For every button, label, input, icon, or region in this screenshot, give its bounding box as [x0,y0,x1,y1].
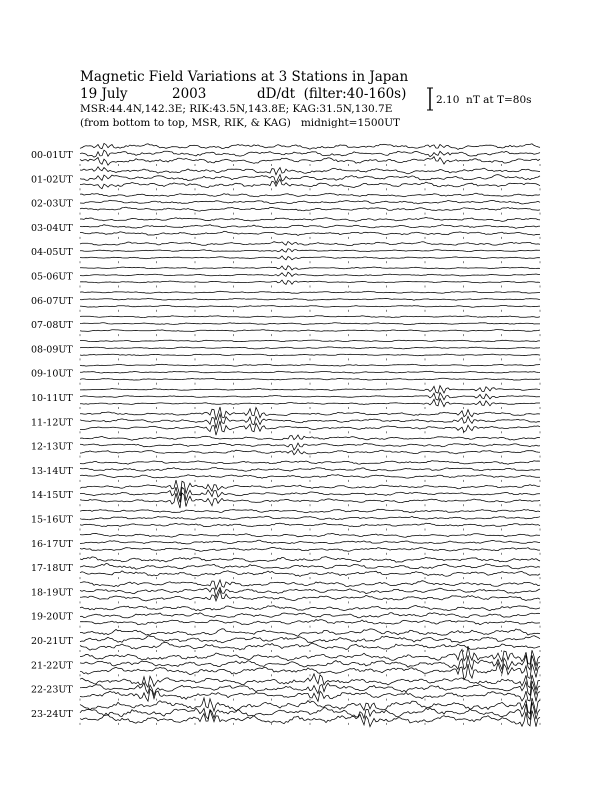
trace-kag [80,386,540,393]
time-ticks [80,164,540,166]
trace-kag [80,435,540,440]
trace-kag [80,291,540,293]
hour-row [31,340,540,360]
time-ticks [80,431,540,433]
time-ticks [80,358,540,360]
component-filter: dD/dt (filter:40-160s) [257,86,407,102]
hour-row [31,386,540,409]
trace-kag [80,533,540,537]
hour-row [31,364,540,384]
trace-kag [80,509,540,513]
hour-label: 06-07UT [31,295,73,307]
trace-rik [80,468,540,472]
hour-label: 09-10UT [31,368,73,380]
hour-label: 00-01UT [31,150,73,161]
hour-label: 02-03UT [31,198,73,210]
time-ticks [80,334,540,336]
time-ticks [80,504,540,506]
hour-label: 20-21UT [31,636,73,647]
trace-rik [80,272,540,276]
hour-label: 21-22UT [31,660,73,672]
hour-label: 12-13UT [31,441,73,453]
hour-row [31,509,540,530]
trace-msr [80,449,540,455]
hour-row [31,698,540,727]
time-ticks [80,407,540,409]
trace-kag [80,218,540,222]
scale-label: 2.10 nT at T=80s [436,94,532,106]
trace-rik [80,249,540,252]
hour-label: 18-19UT [31,587,73,599]
trace-kag [80,340,540,342]
hour-row [31,218,540,239]
hour-label: 14-15UT [31,490,73,502]
trace-msr [80,157,540,166]
scale-bar [427,88,433,110]
hour-row [31,629,540,652]
hour-row [31,291,540,312]
hour-label: 08-09UT [31,344,73,356]
trace-rik [80,516,540,519]
hour-row [31,646,540,680]
hour-label: 04-05UT [31,247,73,259]
trace-kag [80,242,540,246]
hour-label: 16-17UT [31,538,73,550]
trace-msr [80,475,540,479]
trace-msr [80,398,540,406]
hour-row [31,407,540,435]
trace-kag [80,143,540,149]
time-ticks [80,553,540,555]
trace-kag [80,580,540,590]
trace-kag [80,606,540,611]
hour-label: 23-24UT [31,708,73,720]
time-ticks [80,383,540,385]
time-ticks [80,310,540,312]
hour-row [31,316,540,336]
station-coordinates: MSR:44.4N,142.3E; RIK:43.5N,143.8E; KAG:31.5N,130.7E [80,103,393,115]
time-ticks [80,529,540,531]
hour-row [31,461,540,482]
trace-rik [80,564,540,570]
hour-row [31,606,540,628]
trace-rik [80,347,540,349]
hour-label: 19-20UT [31,611,73,623]
date-year: 2003 [172,86,207,102]
hour-label: 15-16UT [31,514,73,526]
time-ticks [80,626,540,628]
trace-msr [80,663,540,680]
time-ticks [80,577,540,579]
time-ticks [80,286,540,288]
trace-msr [80,571,540,577]
hour-row [31,435,540,458]
trace-msr [80,231,540,235]
hour-label: 05-06UT [31,271,73,283]
hour-row [31,533,540,554]
trace-msr [80,330,540,332]
hour-label: 03-04UT [31,222,73,234]
trace-msr [80,642,540,650]
hour-label: 07-08UT [31,320,73,332]
trace-rik [80,200,540,204]
trace-rik [80,613,540,618]
time-ticks [80,456,540,458]
trace-rik [80,323,540,325]
time-ticks [80,601,540,603]
chart-title: Magnetic Field Variations at 3 Stations in Japan [80,69,409,85]
trace-rik [80,540,540,544]
trace-rik [80,393,540,401]
trace-msr [80,305,540,307]
hour-row [31,193,540,215]
hour-row [31,580,540,604]
hour-label: 22-23UT [31,684,73,696]
trace-msr [80,354,540,356]
time-ticks [80,188,540,190]
time-ticks [80,650,540,652]
trace-rik [80,636,540,643]
trace-rik [80,443,540,450]
time-ticks [80,723,540,725]
hour-label: 01-02UT [31,174,73,186]
trace-rik [80,150,540,157]
time-ticks [80,213,540,215]
trace-msr [80,523,540,527]
trace-kag [80,193,540,197]
trace-msr [80,620,540,625]
trace-kag [80,266,540,270]
trace-kag [80,557,540,563]
date-day-month: 19 July [80,86,128,102]
trace-rik [80,225,540,229]
time-ticks [80,480,540,482]
time-ticks [80,699,540,701]
trace-msr [80,179,540,189]
trace-order-note: (from bottom to top, MSR, RIK, & KAG) midnight=1500UT [80,117,401,129]
trace-rik [80,299,540,301]
trace-msr [80,547,540,551]
time-ticks [80,237,540,239]
hour-row [31,557,540,580]
trace-kag [80,316,540,318]
trace-rik [80,175,540,184]
hour-row [31,143,540,166]
trace-msr [80,256,540,260]
time-ticks [80,261,540,263]
hour-label: 17-18UT [31,563,73,575]
hour-row [31,242,540,264]
trace-msr [80,378,540,380]
trace-rik [80,702,540,719]
trace-kag [80,629,540,637]
hour-label: 10-11UT [31,393,73,404]
hour-label: 13-14UT [31,465,73,477]
trace-kag [80,167,540,175]
trace-kag [80,461,540,465]
trace-msr [80,280,540,284]
trace-rik [80,371,540,373]
hour-row [31,480,540,508]
hour-row [31,167,540,191]
hour-label: 11-12UT [31,417,73,429]
trace-msr [80,207,540,211]
hour-row [31,266,540,288]
trace-kag [80,364,540,366]
